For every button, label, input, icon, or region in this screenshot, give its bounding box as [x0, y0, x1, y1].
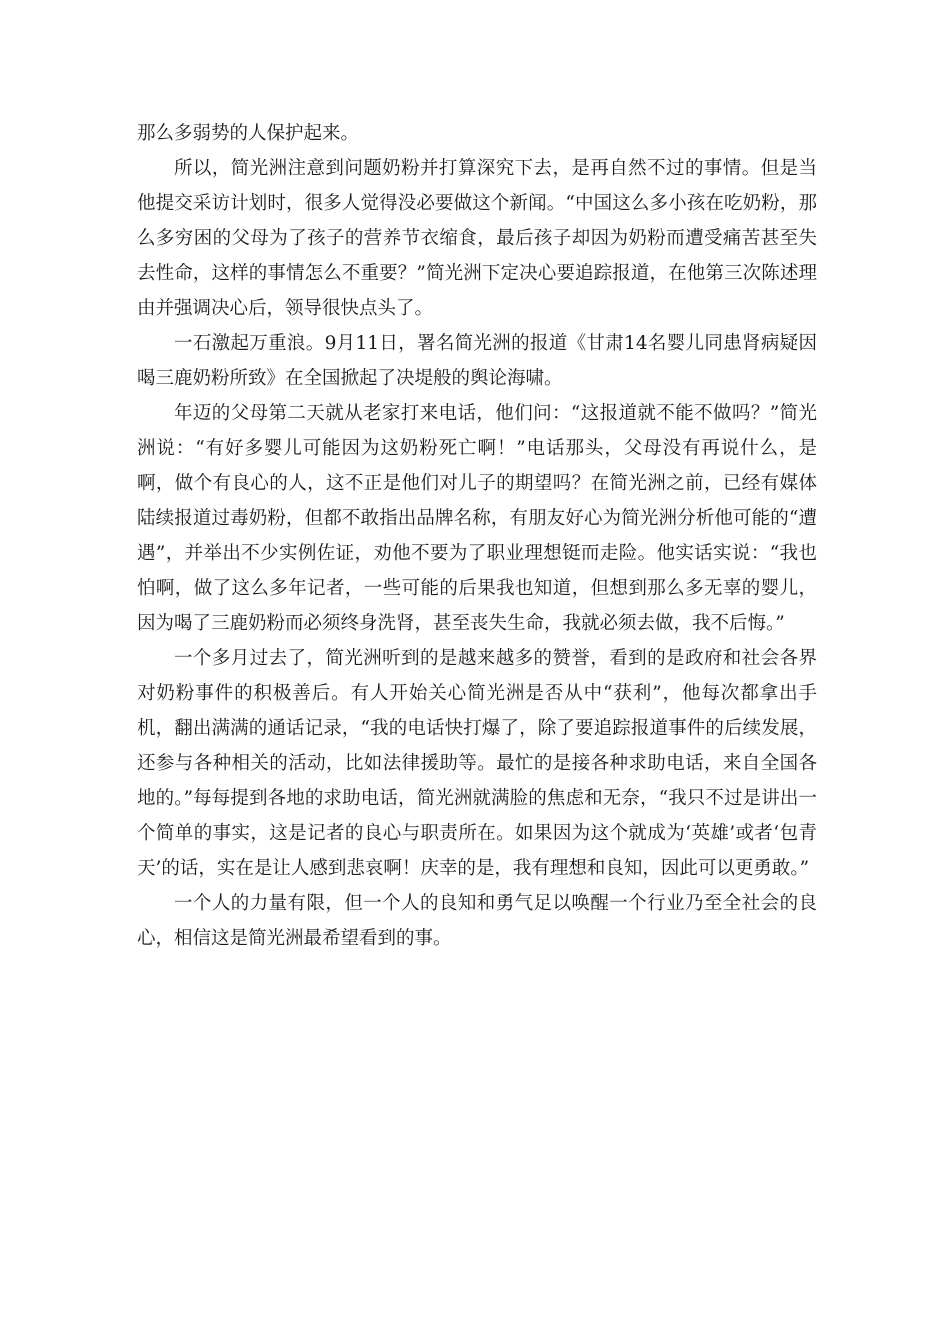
paragraph-conclusion: 一个人的力量有限，但一个人的良知和勇气足以唤醒一个行业乃至全社会的良心，相信这是简光洲最希望看到的事。 — [137, 893, 817, 949]
paragraph-parents-call: 年迈的父母第二天就从老家打来电话，他们问：“这报道就不能不做吗？”简光洲说：“有好多婴儿可能因为这奶粉死亡啊！”电话那头，父母没有再说什么，是啊，做个有良心的人，这不正是他们对儿子的期望吗？在简光洲之前，已经有媒体陆续报道过毒奶粉，但都不敢指出品牌名称，有朋友好心为简光洲分析他可能的“遭遇”，并举出不少实例佐证，劝他不要为了职业理想铤而走险。他实话实说：“我也怕啊，做了这么多年记者，一些可能的后果我也知道，但想到那么多无辜的婴儿，因为喝了三鹿奶粉而必须终身洗肾，甚至丧失生命，我就必须去做，我不后悔。” — [137, 403, 817, 634]
paragraph-reporting-decision: 所以，简光洲注意到问题奶粉并打算深究下去，是再自然不过的事情。但是当他提交采访计划时，很多人觉得没必要做这个新闻。“中国这么多小孩在吃奶粉，那么多穷困的父母为了孩子的营养节衣缩食，最后孩子却因为奶粉而遭受痛苦甚至失去性命，这样的事情怎么不重要？”简光洲下定决心要追踪报道，在他第三次陈述理由并强调决心后，领导很快点头了。 — [137, 158, 817, 319]
paragraph-report-published: 一石激起万重浪。9月11日，署名简光洲的报道《甘肃14名婴儿同患肾病疑因喝三鹿奶粉所致》在全国掀起了决堤般的舆论海啸。 — [137, 333, 817, 389]
paragraph-aftermath: 一个多月过去了，简光洲听到的是越来越多的赞誉，看到的是政府和社会各界对奶粉事件的积极善后。有人开始关心简光洲是否从中“获利”，他每次都拿出手机，翻出满满的通话记录，“我的电话快打爆了，除了要追踪报道事件的后续发展，还参与各种相关的活动，比如法律援助等。最忙的是接各种求助电话，来自全国各地的。”每每提到各地的求助电话，简光洲就满脸的焦虑和无奈，“我只不过是讲出一个简单的事实，这是记者的良心与职责所在。如果因为这个就成为‘英雄’或者‘包青天’的话，实在是让人感到悲哀啊！庆幸的是，我有理想和良知，因此可以更勇敢。” — [137, 648, 817, 879]
article-body — [137, 116, 817, 956]
paragraph-continuation: 那么多弱势的人保护起来。 — [137, 123, 360, 144]
